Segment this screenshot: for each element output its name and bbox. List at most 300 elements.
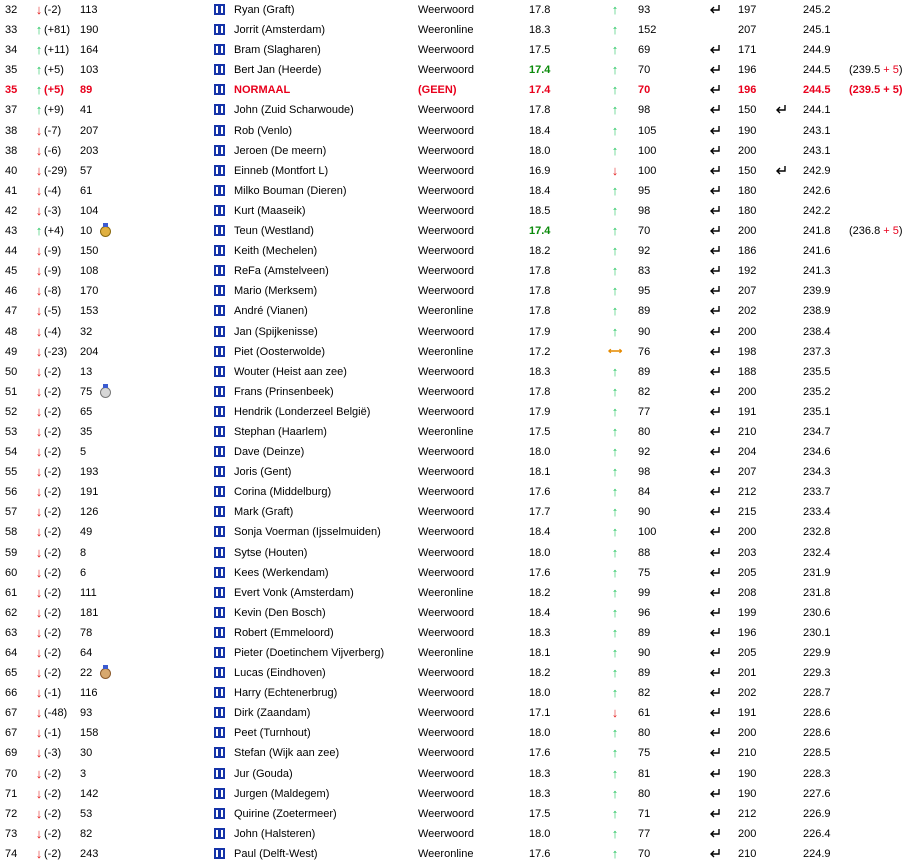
points-cell: 82 xyxy=(80,827,93,840)
points-cell: 64 xyxy=(80,647,93,659)
temperature-cell: 18.2 xyxy=(529,667,551,680)
source-cell: (GEEN) xyxy=(418,84,457,97)
temperature-cell: 18.1 xyxy=(529,647,551,659)
table-row xyxy=(0,40,917,60)
profile-icon[interactable] xyxy=(214,647,225,658)
participant-name[interactable]: Wouter (Heist aan zee) xyxy=(234,365,347,378)
info-icon[interactable] xyxy=(214,643,228,663)
participant-name[interactable]: Einneb (Montfort L) xyxy=(234,164,329,177)
trend-down-icon: ↓ xyxy=(35,162,43,178)
info-icon[interactable] xyxy=(214,422,228,442)
total-cell: 244.1 xyxy=(803,104,831,117)
value-cell: 99 xyxy=(638,586,651,599)
profile-icon[interactable] xyxy=(214,607,225,618)
medal-icon xyxy=(100,382,114,402)
return-arrow-icon xyxy=(709,40,723,60)
tendency-up-icon: ↑ xyxy=(611,323,619,339)
rank-cell: 64 xyxy=(5,647,18,659)
info-icon[interactable] xyxy=(214,764,228,784)
points-cell: 75 xyxy=(80,385,93,398)
participant-name[interactable]: Dave (Deinze) xyxy=(234,446,305,459)
value-cell: 82 xyxy=(638,687,651,700)
profile-icon[interactable] xyxy=(214,24,225,35)
participant-name[interactable]: Corina (Middelburg) xyxy=(234,486,332,499)
tendency-up-icon: ↑ xyxy=(611,202,619,218)
value-cell: 77 xyxy=(638,827,651,840)
info-icon[interactable] xyxy=(214,743,228,763)
trend-down-icon: ↓ xyxy=(35,182,43,198)
info-icon[interactable] xyxy=(214,382,228,402)
value-cell: 88 xyxy=(638,546,651,559)
participant-name[interactable]: Jur (Gouda) xyxy=(234,767,293,780)
rank-cell: 37 xyxy=(5,104,18,117)
number-cell: 207 xyxy=(738,285,757,298)
participant-name[interactable]: Frans (Prinsenbeek) xyxy=(234,385,334,398)
rank-change: (-2) xyxy=(44,446,62,459)
temperature-cell: 17.8 xyxy=(529,4,551,16)
participant-name[interactable]: John (Halsteren) xyxy=(234,827,316,840)
info-icon[interactable] xyxy=(214,362,228,382)
value-cell: 80 xyxy=(638,727,651,740)
info-icon[interactable] xyxy=(214,844,228,864)
profile-icon[interactable] xyxy=(214,466,225,477)
temperature-cell: 17.6 xyxy=(529,486,551,499)
return-arrow-icon xyxy=(775,100,789,120)
tendency-up-icon: ↑ xyxy=(611,243,619,259)
profile-icon[interactable] xyxy=(214,587,225,598)
value-cell: 105 xyxy=(638,124,657,137)
total-cell: 228.6 xyxy=(803,727,831,740)
table-row xyxy=(0,301,917,321)
rank-change: (-2) xyxy=(44,385,62,398)
profile-icon[interactable] xyxy=(214,125,225,136)
tendency-up-icon: ↑ xyxy=(611,484,619,500)
bonus-plus: + 5 xyxy=(883,64,899,77)
value-cell: 75 xyxy=(638,747,651,760)
bonus-cell xyxy=(849,80,903,100)
info-icon[interactable] xyxy=(214,281,228,301)
info-icon[interactable] xyxy=(214,804,228,824)
info-icon[interactable] xyxy=(214,261,228,281)
return-arrow-icon xyxy=(709,743,723,763)
total-cell: 230.6 xyxy=(803,606,831,619)
tendency-up-icon: ↑ xyxy=(611,665,619,681)
info-icon[interactable] xyxy=(214,301,228,321)
return-arrow-icon xyxy=(709,121,723,141)
profile-icon[interactable] xyxy=(214,506,225,517)
table-row xyxy=(0,121,917,141)
points-cell: 61 xyxy=(80,184,93,197)
profile-icon[interactable] xyxy=(214,687,225,698)
participant-name[interactable]: Keith (Mechelen) xyxy=(234,245,318,258)
temperature-cell: 18.2 xyxy=(529,245,551,258)
rank-change: (-7) xyxy=(44,124,62,137)
participant-name[interactable]: Sonja Voerman (Ijsselmuiden) xyxy=(234,526,381,539)
participant-name[interactable]: Sytse (Houten) xyxy=(234,546,308,559)
profile-icon[interactable] xyxy=(214,808,225,819)
rank-change: (-2) xyxy=(44,586,62,599)
profile-icon[interactable] xyxy=(214,346,225,357)
profile-icon[interactable] xyxy=(214,104,225,115)
info-icon[interactable] xyxy=(214,100,228,120)
temperature-cell: 18.3 xyxy=(529,24,551,37)
return-arrow-icon xyxy=(709,342,723,362)
info-icon[interactable] xyxy=(214,322,228,342)
info-icon[interactable] xyxy=(214,563,228,583)
profile-icon[interactable] xyxy=(214,145,225,156)
number-cell: 212 xyxy=(738,486,757,499)
profile-icon[interactable] xyxy=(214,225,225,236)
temperature-cell: 17.4 xyxy=(529,64,551,77)
temperature-cell: 17.8 xyxy=(529,104,551,117)
table-row xyxy=(0,20,917,40)
profile-icon[interactable] xyxy=(214,526,225,537)
participant-name[interactable]: John (Zuid Scharwoude) xyxy=(234,104,354,117)
info-icon[interactable] xyxy=(214,522,228,542)
participant-name[interactable]: NORMAAL xyxy=(234,84,291,97)
return-arrow-icon xyxy=(709,643,723,663)
tendency-up-icon: ↑ xyxy=(611,403,619,419)
source-cell: Weerwoord xyxy=(418,265,475,278)
value-cell: 70 xyxy=(638,84,651,97)
participant-name[interactable]: Mark (Graft) xyxy=(234,506,294,519)
return-arrow-icon xyxy=(709,322,723,342)
number-cell: 186 xyxy=(738,245,757,258)
value-cell: 98 xyxy=(638,466,651,479)
info-icon[interactable] xyxy=(214,141,228,161)
value-cell: 89 xyxy=(638,667,651,680)
profile-icon[interactable] xyxy=(214,547,225,558)
participant-name[interactable]: Joris (Gent) xyxy=(234,466,292,479)
rank-cell: 63 xyxy=(5,626,18,639)
info-icon[interactable] xyxy=(214,121,228,141)
info-icon[interactable] xyxy=(214,201,228,221)
total-cell: 237.3 xyxy=(803,345,831,358)
number-cell: 205 xyxy=(738,566,757,579)
points-cell: 22 xyxy=(80,667,93,680)
rank-cell: 53 xyxy=(5,425,18,438)
participant-name[interactable]: Evert Vonk (Amsterdam) xyxy=(234,586,354,599)
participant-name[interactable]: Mario (Merksem) xyxy=(234,285,318,298)
value-cell: 77 xyxy=(638,405,651,418)
temperature-cell: 18.4 xyxy=(529,526,551,539)
profile-icon[interactable] xyxy=(214,667,225,678)
points-cell: 113 xyxy=(80,4,98,16)
number-cell: 196 xyxy=(738,626,757,639)
number-cell: 196 xyxy=(738,64,757,77)
info-icon[interactable] xyxy=(214,703,228,723)
temperature-cell: 16.9 xyxy=(529,164,551,177)
total-cell: 235.2 xyxy=(803,385,831,398)
source-cell: Weerwoord xyxy=(418,566,475,579)
source-cell: Weerwoord xyxy=(418,526,475,539)
profile-icon[interactable] xyxy=(214,265,225,276)
info-icon[interactable] xyxy=(214,402,228,422)
profile-icon[interactable] xyxy=(214,44,225,55)
profile-icon[interactable] xyxy=(214,285,225,296)
participant-name[interactable]: Rob (Venlo) xyxy=(234,124,293,137)
trend-down-icon: ↓ xyxy=(35,444,43,460)
info-icon[interactable] xyxy=(214,40,228,60)
info-icon[interactable] xyxy=(214,241,228,261)
profile-icon[interactable] xyxy=(214,567,225,578)
profile-icon[interactable] xyxy=(214,768,225,779)
info-icon[interactable] xyxy=(214,221,228,241)
info-icon[interactable] xyxy=(214,543,228,563)
participant-name[interactable]: André (Vianen) xyxy=(234,305,308,318)
return-arrow-icon xyxy=(709,201,723,221)
profile-icon[interactable] xyxy=(214,245,225,256)
rank-change: (-1) xyxy=(44,687,62,700)
temperature-cell: 18.2 xyxy=(529,586,551,599)
participant-name[interactable]: Teun (Westland) xyxy=(234,225,314,238)
total-cell: 228.3 xyxy=(803,767,831,780)
trend-down-icon: ↓ xyxy=(35,283,43,299)
participant-name[interactable]: Quirine (Zoetermeer) xyxy=(234,807,337,820)
value-cell: 89 xyxy=(638,305,651,318)
participant-name[interactable]: Jan (Spijkenisse) xyxy=(234,325,318,338)
total-cell: 234.3 xyxy=(803,466,831,479)
profile-icon[interactable] xyxy=(214,4,225,15)
source-cell: Weerwoord xyxy=(418,506,475,519)
total-cell: 232.4 xyxy=(803,546,831,559)
trend-down-icon: ↓ xyxy=(35,363,43,379)
info-icon[interactable] xyxy=(214,502,228,522)
return-arrow-icon xyxy=(709,482,723,502)
value-cell: 100 xyxy=(638,164,657,177)
participant-name[interactable]: Robert (Emmeloord) xyxy=(234,626,334,639)
tendency-up-icon: ↑ xyxy=(611,464,619,480)
rank-cell: 62 xyxy=(5,606,18,619)
table-row xyxy=(0,382,917,402)
participant-name[interactable]: Dirk (Zaandam) xyxy=(234,707,311,720)
info-icon[interactable] xyxy=(214,623,228,643)
tendency-up-icon: ↑ xyxy=(611,2,619,17)
value-cell: 95 xyxy=(638,184,651,197)
rank-change: (+5) xyxy=(44,84,64,97)
number-cell: 210 xyxy=(738,847,757,860)
total-cell: 224.9 xyxy=(803,847,831,860)
return-arrow-icon xyxy=(709,281,723,301)
info-icon[interactable] xyxy=(214,20,228,40)
total-cell: 232.8 xyxy=(803,526,831,539)
table-row xyxy=(0,804,917,824)
info-icon[interactable] xyxy=(214,442,228,462)
participant-name[interactable]: Lucas (Eindhoven) xyxy=(234,667,326,680)
rank-cell: 72 xyxy=(5,807,18,820)
value-cell: 98 xyxy=(638,204,651,217)
rank-change: (+9) xyxy=(44,104,64,117)
profile-icon[interactable] xyxy=(214,426,225,437)
value-cell: 98 xyxy=(638,104,651,117)
rank-change: (-2) xyxy=(44,827,62,840)
info-icon[interactable] xyxy=(214,0,228,20)
info-icon[interactable] xyxy=(214,342,228,362)
trend-up-icon: ↑ xyxy=(35,82,43,98)
trend-down-icon: ↓ xyxy=(35,745,43,761)
return-arrow-icon xyxy=(709,402,723,422)
profile-icon[interactable] xyxy=(214,406,225,417)
profile-icon[interactable] xyxy=(214,747,225,758)
rank-cell: 45 xyxy=(5,265,18,278)
temperature-cell: 18.3 xyxy=(529,626,551,639)
participant-name[interactable]: Stephan (Haarlem) xyxy=(234,425,327,438)
rank-change: (-2) xyxy=(44,667,62,680)
table-row xyxy=(0,100,917,120)
profile-icon[interactable] xyxy=(214,627,225,638)
info-icon[interactable] xyxy=(214,683,228,703)
profile-icon[interactable] xyxy=(214,828,225,839)
rank-cell: 56 xyxy=(5,486,18,499)
participant-name[interactable]: Ryan (Graft) xyxy=(234,4,295,16)
value-cell: 80 xyxy=(638,425,651,438)
participant-name[interactable]: Jeroen (De meern) xyxy=(234,144,327,157)
profile-icon[interactable] xyxy=(214,848,225,859)
tendency-up-icon: ↑ xyxy=(611,845,619,861)
participant-name[interactable]: Milko Bouman (Dieren) xyxy=(234,184,347,197)
points-cell: 104 xyxy=(80,204,99,217)
return-arrow-icon xyxy=(709,442,723,462)
total-cell: 244.9 xyxy=(803,44,831,57)
trend-up-icon: ↑ xyxy=(35,22,43,38)
return-arrow-icon xyxy=(709,0,723,20)
tendency-down-icon: ↓ xyxy=(611,162,619,178)
profile-icon[interactable] xyxy=(214,305,225,316)
profile-icon[interactable] xyxy=(214,84,225,95)
source-cell: Weerwoord xyxy=(418,144,475,157)
value-cell: 84 xyxy=(638,486,651,499)
tendency-up-icon: ↑ xyxy=(611,685,619,701)
trend-down-icon: ↓ xyxy=(35,705,43,721)
info-icon[interactable] xyxy=(214,663,228,683)
number-cell: 212 xyxy=(738,807,757,820)
participant-name[interactable]: Bert Jan (Heerde) xyxy=(234,64,322,77)
value-cell: 82 xyxy=(638,385,651,398)
rank-change: (-2) xyxy=(44,4,62,16)
profile-icon[interactable] xyxy=(214,707,225,718)
total-cell: 226.9 xyxy=(803,807,831,820)
total-cell: 241.6 xyxy=(803,245,831,258)
number-cell: 190 xyxy=(738,787,757,800)
participant-name[interactable]: Kevin (Den Bosch) xyxy=(234,606,326,619)
profile-icon[interactable] xyxy=(214,788,225,799)
number-cell: 205 xyxy=(738,647,757,659)
profile-icon[interactable] xyxy=(214,165,225,176)
table-row xyxy=(0,342,917,362)
profile-icon[interactable] xyxy=(214,386,225,397)
points-cell: 5 xyxy=(80,446,87,459)
number-cell: 210 xyxy=(738,747,757,760)
participant-name[interactable]: Jurgen (Maldegem) xyxy=(234,787,330,800)
value-cell: 96 xyxy=(638,606,651,619)
info-icon[interactable] xyxy=(214,161,228,181)
total-cell: 233.7 xyxy=(803,486,831,499)
total-cell: 234.6 xyxy=(803,446,831,459)
rank-cell: 65 xyxy=(5,667,18,680)
profile-icon[interactable] xyxy=(214,205,225,216)
rank-cell: 57 xyxy=(5,506,18,519)
total-cell: 230.1 xyxy=(803,626,831,639)
temperature-cell: 17.6 xyxy=(529,566,551,579)
temperature-cell: 18.3 xyxy=(529,787,551,800)
tendency-up-icon: ↑ xyxy=(611,584,619,600)
participant-name[interactable]: Hendrik (Londerzeel België) xyxy=(234,405,371,418)
source-cell: Weerwoord xyxy=(418,827,475,840)
info-icon[interactable] xyxy=(214,482,228,502)
source-cell: Weerwoord xyxy=(418,325,475,338)
points-cell: 158 xyxy=(80,727,99,740)
number-cell: 196 xyxy=(738,84,757,97)
participant-name[interactable]: Pieter (Doetinchem Vijverberg) xyxy=(234,647,385,659)
participant-name[interactable]: Stefan (Wijk aan zee) xyxy=(234,747,340,760)
return-arrow-icon xyxy=(709,804,723,824)
profile-icon[interactable] xyxy=(214,326,225,337)
profile-icon[interactable] xyxy=(214,366,225,377)
participant-name[interactable]: ReFa (Amstelveen) xyxy=(234,265,329,278)
info-icon[interactable] xyxy=(214,583,228,603)
number-cell: 190 xyxy=(738,767,757,780)
info-icon[interactable] xyxy=(214,784,228,804)
info-icon[interactable] xyxy=(214,723,228,743)
info-icon[interactable] xyxy=(214,80,228,100)
participant-name[interactable]: Jorrit (Amsterdam) xyxy=(234,24,326,37)
source-cell: Weeronline xyxy=(418,345,474,358)
participant-name[interactable]: Harry (Echtenerbrug) xyxy=(234,687,338,700)
info-icon[interactable] xyxy=(214,181,228,201)
total-cell: 226.4 xyxy=(803,827,831,840)
source-cell: Weeronline xyxy=(418,647,474,659)
source-cell: Weerwoord xyxy=(418,807,475,820)
source-cell: Weeronline xyxy=(418,24,474,37)
participant-name[interactable]: Piet (Oosterwolde) xyxy=(234,345,326,358)
info-icon[interactable] xyxy=(214,60,228,80)
info-icon[interactable] xyxy=(214,824,228,844)
info-icon[interactable] xyxy=(214,603,228,623)
rank-cell: 35 xyxy=(5,64,18,77)
participant-name[interactable]: Kurt (Maaseik) xyxy=(234,204,306,217)
tendency-up-icon: ↑ xyxy=(611,383,619,399)
value-cell: 69 xyxy=(638,44,651,57)
number-cell: 203 xyxy=(738,546,757,559)
profile-icon[interactable] xyxy=(214,727,225,738)
participant-name[interactable]: Peet (Turnhout) xyxy=(234,727,311,740)
info-icon[interactable] xyxy=(214,462,228,482)
participant-name[interactable]: Paul (Delft-West) xyxy=(234,847,318,860)
profile-icon[interactable] xyxy=(214,185,225,196)
return-arrow-icon xyxy=(709,603,723,623)
tendency-down-icon: ↓ xyxy=(611,705,619,721)
source-cell: Weerwoord xyxy=(418,446,475,459)
table-row xyxy=(0,462,917,482)
temperature-cell: 17.9 xyxy=(529,325,551,338)
profile-icon[interactable] xyxy=(214,486,225,497)
tendency-up-icon: ↑ xyxy=(611,223,619,239)
value-cell: 71 xyxy=(638,807,651,820)
source-cell: Weerwoord xyxy=(418,727,475,740)
profile-icon[interactable] xyxy=(214,446,225,457)
total-cell: 242.2 xyxy=(803,204,831,217)
source-cell: Weerwoord xyxy=(418,365,475,378)
participant-name[interactable]: Bram (Slagharen) xyxy=(234,44,321,57)
rank-change: (-2) xyxy=(44,526,62,539)
bonus-close: ) xyxy=(898,84,903,97)
profile-icon[interactable] xyxy=(214,64,225,75)
number-cell: 200 xyxy=(738,385,757,398)
source-cell: Weerwoord xyxy=(418,687,475,700)
temperature-cell: 17.4 xyxy=(529,84,551,97)
participant-name[interactable]: Kees (Werkendam) xyxy=(234,566,329,579)
rank-change: (-2) xyxy=(44,767,62,780)
